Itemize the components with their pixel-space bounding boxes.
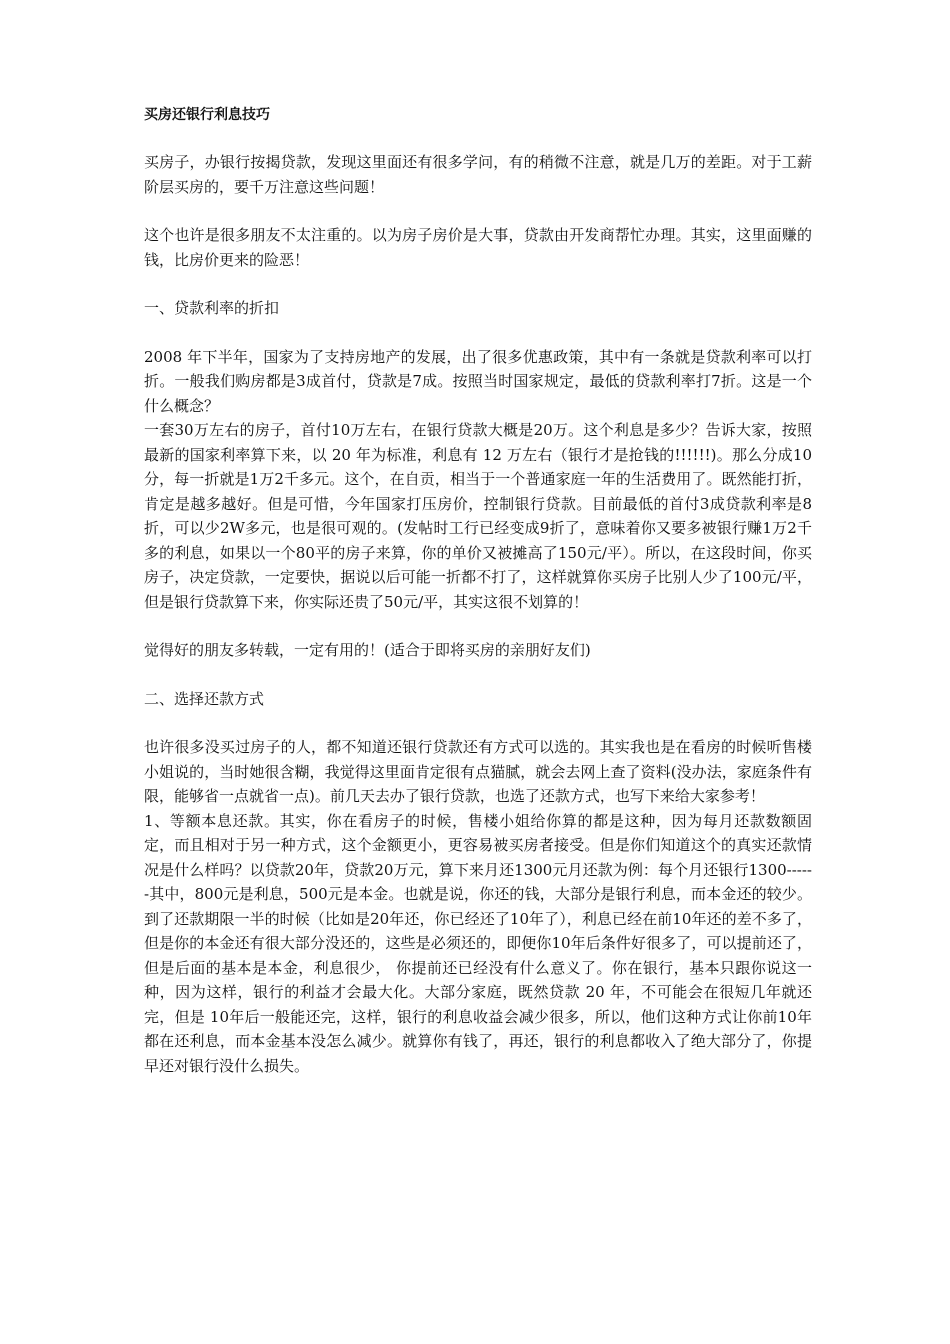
section-2-heading: 二、选择还款方式 (144, 689, 265, 708)
section-2-paragraph-1: 也许很多没买过房子的人，都不知道还银行贷款还有方式可以选的。其实我也是在看房的时候听售楼小姐说的，当时她很含糊，我觉得这里面肯定很有点猫腻，就会去网上查了资料(没办法，家庭条件有限，能够省一点就省一点)。前几天去办了银行贷款，也选了还款方式，也写下来给大家参考！ (144, 738, 812, 805)
section-1-heading: 一、贷款利率的折扣 (144, 299, 280, 317)
document-page (144, 103, 812, 1078)
section-1-paragraph-1: 2008 年下半年，国家为了支持房地产的发展，出了很多优惠政策，其中有一条就是贷款利率可以打折。一般我们购房都是3成首付，贷款是7成。按照当时国家规定，最低的贷款利率打7折。这是一个什么概念？ (144, 347, 812, 415)
document-title: 买房还银行利息技巧 (144, 107, 270, 123)
intro-paragraph-2: 这个也许是很多朋友不太注重的。以为房子房价是大事，贷款由开发商帮忙办理。其实，这里面赚的钱，比房价更来的险恶！ (144, 226, 812, 269)
section-1-paragraph-2: 一套30万左右的房子，首付10万左右，在银行贷款大概是20万。这个利息是多少？告诉大家，按照最新的国家利率算下来，以 20 年为标准，利息有 12 万左右（银行才是抢钱的!!!!!!)。那么分成10分，每一折就是1万2千多元。这个，在自贡，相当于一个普通家庭一年的生活费用了。既然能打折，肯定是越多越好。但是可惜，今年国家打压房价，控制银行贷款。目前最低的首付3成贷款利率是8折，可以少2W多元，也是很可观的。(发帖时工行已经变成9折了，意味着你又要多被银行赚1万2千多的利息，如果以一个80平的房子来算，你的单价又被摊高了150元/平）。所以，在这段时间，你买房子，决定贷款，一定要快，据说以后可能一折都不打了，这样就算你买房子比别人少了100元/平，但是银行贷款算下来，你实际还贵了50元/平，其实这很不划算的！ (144, 421, 812, 611)
intro-paragraph-1: 买房子，办银行按揭贷款，发现这里面还有很多学问，有的稍微不注意，就是几万的差距。对于工薪阶层买房的，要千万注意这些问题！ (144, 153, 812, 196)
section-1-closing: 觉得好的朋友多转载，一定有用的！(适合于即将买房的亲朋好友们) (144, 641, 591, 659)
section-2-paragraph-2: 1、等额本息还款。其实，你在看房子的时候，售楼小姐给你算的都是这种，因为每月还款数额固定，而且相对于另一种方式，这个金额更小，更容易被买房者接受。但是你们知道这个的真实还款情况是什么样吗？以贷款20年，贷款20万元，算下来月还1300元月还款为例：每个月还银行1300------其中，800元是利息，500元是本金。也就是说，你还的钱，大部分是银行利息，而本金还的较少。到了还款期限一半的时候（比如是20年还，你已经还了10年了），利息已经在前10年还的差不多了，但是你的本金还有很大部分没还的，这些是必须还的，即便你10年后条件好很多了，可以提前还了，但是后面的基本是本金，利息很少， 你提前还已经没有什么意义了。你在银行，基本只跟你说这一种，因为这样，银行的利益才会最大化。大部分家庭，既然贷款 20 年，不可能会在很短几年就还完，但是 10年后一般能还完，这样，银行的利息收益会减少很多，所以，他们这种方式让你前10年都在还利息，而本金基本没怎么减少。就算你有钱了，再还，银行的利息都收入了绝大部分了，你提早还对银行没什么损失。 (144, 811, 812, 1075)
